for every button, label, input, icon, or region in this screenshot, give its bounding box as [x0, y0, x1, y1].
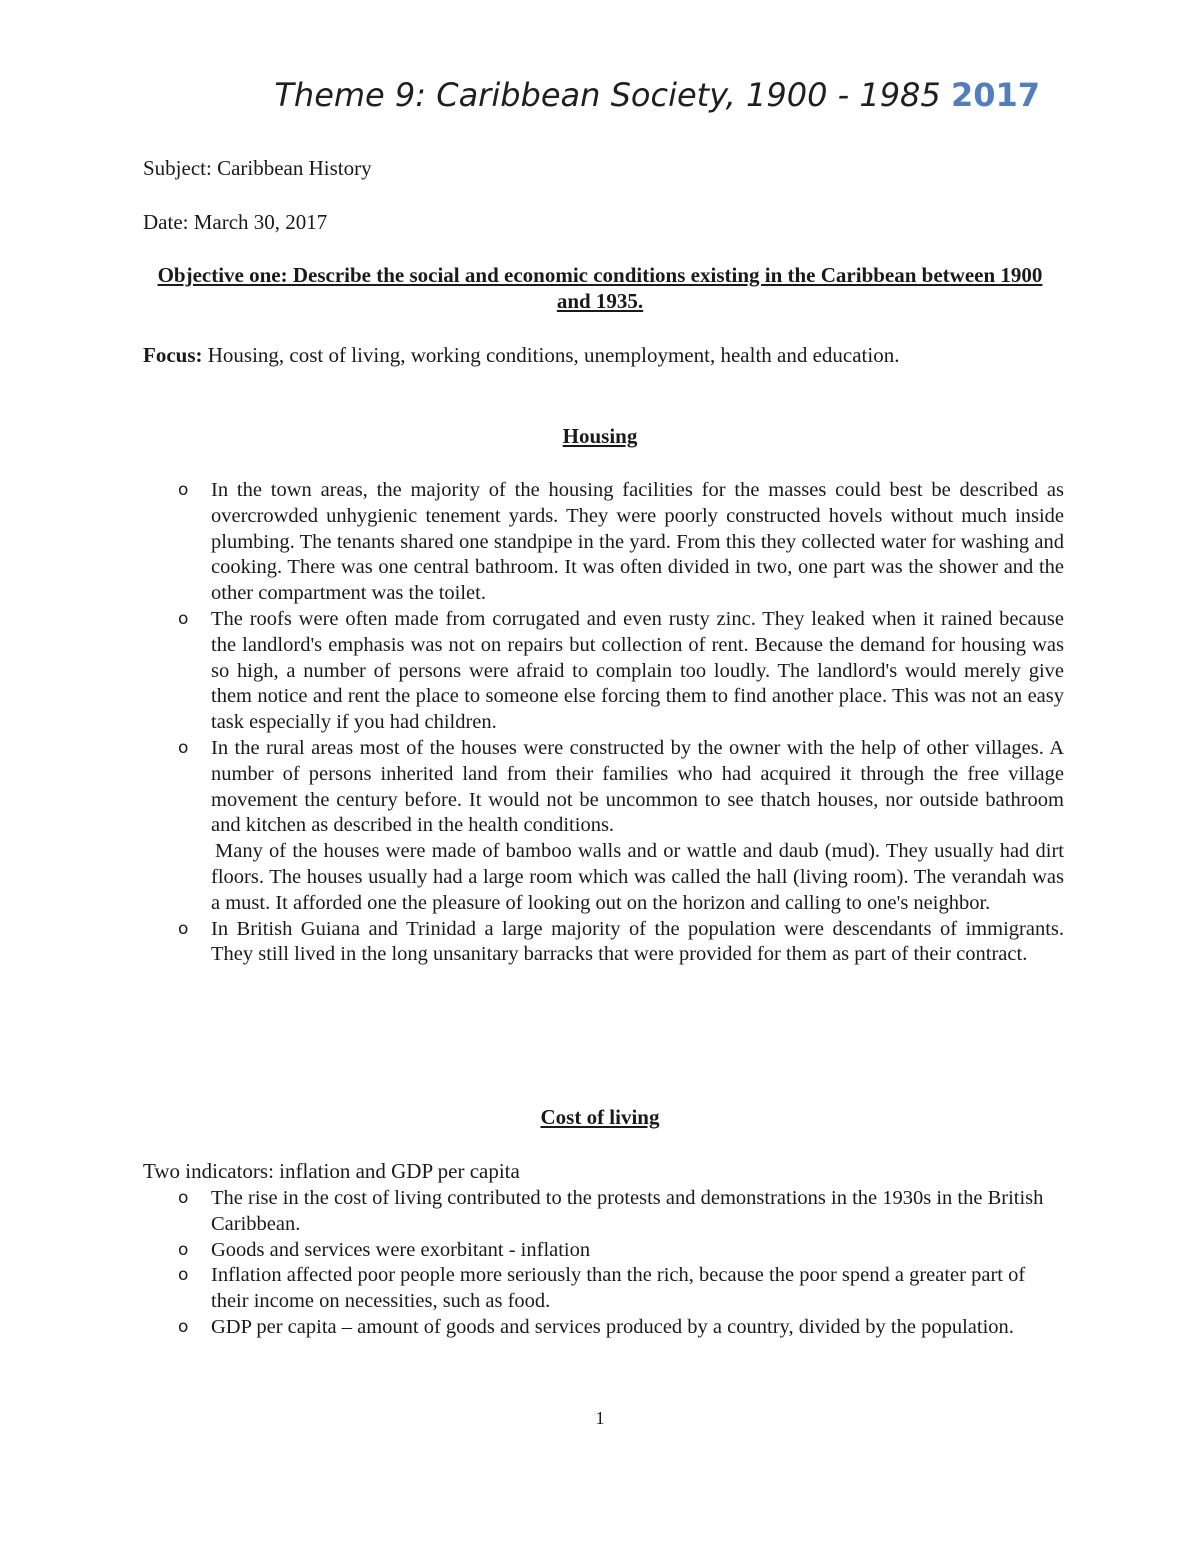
bullet-icon: o	[178, 1188, 189, 1208]
list-item-continuation: Many of the houses were made of bamboo walls and or wattle and daub (mud). They usually had dirt floors. The houses usually had a large room which was called the hall (living room). The verandah was a must. It afforded one the pleasure of looking out on the horizon and calling to one's neighbor.	[211, 840, 1064, 914]
housing-list	[178, 478, 1064, 968]
bullet-icon: o	[178, 918, 189, 939]
title-text: Theme 9: Caribbean Society, 1900 - 1985	[274, 76, 941, 114]
list-item	[178, 736, 1064, 917]
list-item	[178, 1263, 1064, 1315]
focus-text: Housing, cost of living, working conditions, unemployment, health and education.	[207, 343, 900, 367]
list-item-text: The roofs were often made from corrugated and even rusty zinc. They leaked when it rained because the landlord's emphasis was not on repairs but collection of rent. Because the demand for housing was so high, a number of persons were afraid to complain too loudly. The landlord's would merely give them notice and rent the place to someone else forcing them to find another place. This was not an easy task especially if you had children.	[211, 607, 1064, 734]
focus-line	[143, 343, 899, 368]
page-number: 1	[595, 1408, 605, 1428]
list-item	[178, 917, 1064, 969]
bullet-icon: o	[178, 480, 189, 500]
list-item-text: In the rural areas most of the houses were constructed by the owner with the help of other villages. A number of persons inherited land from their families who had acquired it through the free village movement the century before. It would not be uncommon to see thatch houses, nor outside bathroom and kitchen as described in the health conditions.	[211, 736, 1064, 837]
objective-heading: Objective one: Describe the social and economic conditions existing in the Caribbean between 1900 and 1935.	[157, 263, 1043, 313]
list-item	[178, 1186, 1064, 1238]
bullet-icon: o	[178, 608, 189, 629]
list-item-text: Inflation affected poor people more seriously than the rich, because the poor spend a greater part of their income on necessities, such as food.	[211, 1264, 1026, 1313]
cost-heading: Cost of living	[540, 1105, 660, 1129]
title-year: 2017	[950, 76, 1040, 114]
list-item-text: GDP per capita – amount of goods and services produced by a country, divided by the population.	[211, 1315, 1014, 1338]
date-line: Date: March 30, 2017	[143, 210, 328, 234]
list-item	[178, 478, 1064, 607]
cost-list	[178, 1186, 1064, 1341]
list-item-text: In British Guiana and Trinidad a large majority of the population were descendants of immigrants. They still lived in the long unsanitary barracks that were provided for them as part of their contract.	[211, 917, 1064, 966]
list-item-text: Goods and services were exorbitant - inflation	[211, 1238, 591, 1261]
page-title	[274, 76, 1040, 114]
list-item	[178, 607, 1064, 736]
list-item-text: In the town areas, the majority of the housing facilities for the masses could best be described as overcrowded unhygienic tenement yards. They were poorly constructed hovels without much inside plumbing. The tenants shared one standpipe in the yard. From this they collected water for washing and cooking. There was one central bathroom. It was often divided in two, one part was the shower and the other compartment was the toilet.	[211, 479, 1064, 605]
bullet-icon: o	[178, 737, 189, 758]
bullet-icon: o	[178, 1316, 189, 1337]
list-item	[178, 1238, 1064, 1264]
cost-intro: Two indicators: inflation and GDP per capita	[143, 1159, 520, 1183]
list-item	[178, 1315, 1064, 1341]
subject-line: Subject: Caribbean History	[143, 156, 372, 180]
bullet-icon: o	[178, 1265, 189, 1286]
list-item-text: The rise in the cost of living contributed to the protests and demonstrations in the 1930s in the British Caribbean.	[211, 1187, 1044, 1235]
housing-heading: Housing	[562, 424, 638, 448]
bullet-icon: o	[178, 1239, 189, 1260]
focus-label: Focus:	[143, 343, 203, 367]
